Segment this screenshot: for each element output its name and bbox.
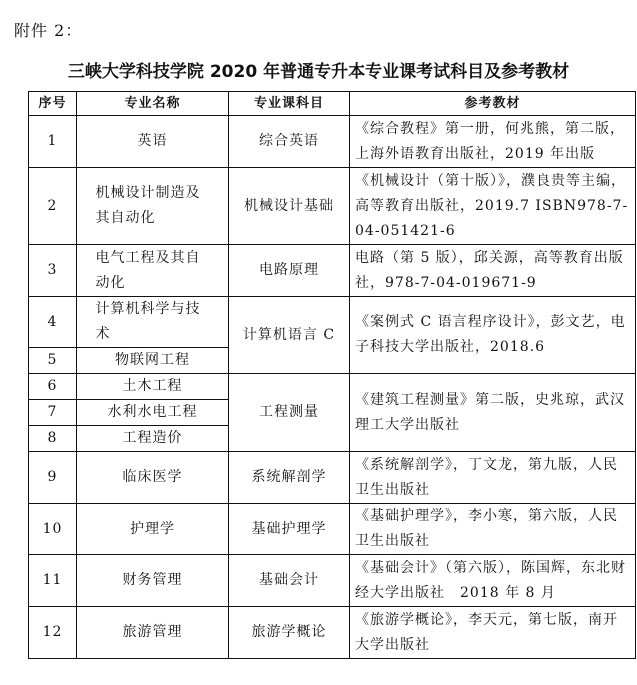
row-major: 护理学 [77,504,229,555]
row-num: 12 [29,607,77,659]
row-major-text: 电气工程及其自动化 [95,249,201,291]
row-course: 旅游学概论 [229,607,350,659]
row-num: 2 [29,168,77,245]
row-course: 机械设计基础 [229,168,350,245]
row-major: 英语 [77,116,229,168]
table-header-row [29,92,636,116]
row-course: 系统解剖学 [229,452,350,504]
table-row [29,168,636,245]
row-major: 临床医学 [77,452,229,504]
row-num: 8 [29,426,77,452]
row-reference: 《机械设计（第十版）》，濮良贵等主编，高等教育出版社，2019.7 ISBN978-7-04-051421-6 [350,168,636,245]
row-major [77,168,229,245]
header-ref: 参考教材 [350,92,636,116]
table-row [29,452,636,504]
row-course: 电路原理 [229,245,350,297]
document-title: 三峡大学科技学院 2020 年普通专升本专业课考试科目及参考教材 [67,62,570,82]
row-num: 4 [29,297,77,348]
row-major: 工程造价 [77,426,229,452]
row-major [77,297,229,348]
row-major: 物联网工程 [77,348,229,374]
row-major: 土木工程 [77,374,229,400]
exam-subjects-table [28,91,636,659]
table-row [29,116,636,168]
row-num: 6 [29,374,77,400]
row-course: 工程测量 [229,374,350,452]
row-major-text: 机械设计制造及其自动化 [95,185,201,226]
row-reference: 《基础会计》（第六版），陈国辉，东北财经大学出版社 2018 年 8 月 [350,555,636,607]
table-row [29,245,636,297]
table-row [29,607,636,659]
row-num: 3 [29,245,77,297]
row-reference: 《系统解剖学》，丁文龙，第九版，人民卫生出版社 [350,452,636,504]
row-reference: 《案例式 C 语言程序设计》，彭文艺，电子科技大学出版社，2018.6 [350,297,636,374]
attachment-label: 附件 2： [14,21,83,40]
row-course: 基础护理学 [229,504,350,555]
row-course: 基础会计 [229,555,350,607]
row-num: 5 [29,348,77,374]
row-reference: 《基础护理学》，李小寒，第六版，人民卫生出版社 [350,504,636,555]
header-num: 序号 [29,92,77,116]
row-reference: 《建筑工程测量》第二版，史兆琼，武汉理工大学出版社 [350,374,636,452]
row-major-text: 计算机科学与技术 [95,301,201,342]
row-major: 旅游管理 [77,607,229,659]
row-major: 水利水电工程 [77,400,229,426]
row-reference: 电路（第 5 版），邱关源，高等教育出版社，978-7-04-019671-9 [350,245,636,297]
table-row [29,374,636,400]
row-num: 7 [29,400,77,426]
table-row [29,504,636,555]
row-reference: 《综合教程》第一册，何兆熊，第二版，上海外语教育出版社，2019 年出版 [350,116,636,168]
row-reference: 《旅游学概论》，李天元，第七版，南开大学出版社 [350,607,636,659]
table-row [29,297,636,348]
row-course: 综合英语 [229,116,350,168]
row-num: 1 [29,116,77,168]
row-num: 11 [29,555,77,607]
row-num: 10 [29,504,77,555]
row-course: 计算机语言 C [229,297,350,374]
header-course: 专业课科目 [229,92,350,116]
row-num: 9 [29,452,77,504]
row-major [77,245,229,297]
header-major: 专业名称 [77,92,229,116]
row-major: 财务管理 [77,555,229,607]
table-row [29,555,636,607]
